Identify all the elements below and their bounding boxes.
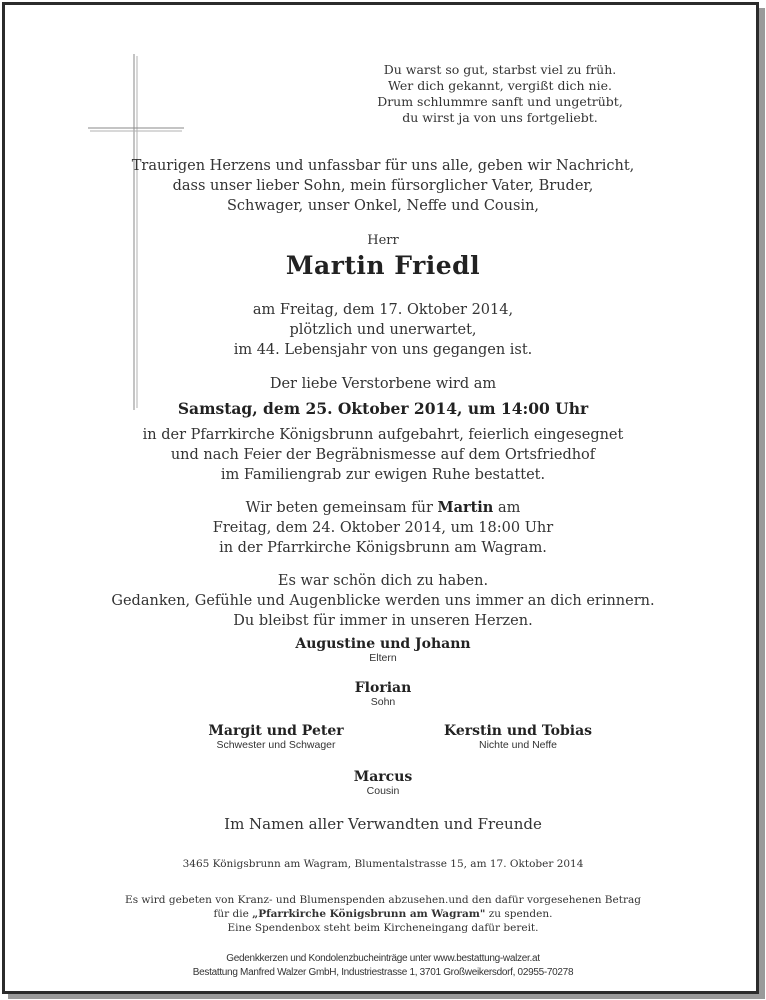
death-line: im 44. Lebensjahr von uns gegangen ist. [233, 342, 533, 358]
deceased-name: Martin Friedl [285, 251, 481, 280]
prayer-suffix: am [493, 500, 521, 516]
footer-line: Gedenkkerzen und Kondolenzbucheinträge unter www.bestattung-walzer.at [226, 953, 540, 964]
announcement-line: dass unser lieber Sohn, mein fürsorglicher Vater, Bruder, [172, 178, 594, 194]
mourner-role: Sohn [370, 696, 396, 708]
mourner-son [0, 680, 766, 708]
frame-shadow-bottom [8, 994, 765, 999]
funeral-intro: Der liebe Verstorbene wird am [269, 376, 497, 392]
death-details [0, 300, 766, 360]
donation-recipient: „Pfarrkirche Königsbrunn am Wagram" [252, 908, 486, 920]
announcement-line: Schwager, unser Onkel, Neffe und Cousin, [226, 198, 540, 214]
prayer-line: in der Pfarrkirche Königsbrunn am Wagram. [219, 540, 547, 556]
donation-prefix: für die [213, 908, 253, 920]
mourner-role: Nichte und Neffe [478, 739, 558, 751]
mourner-name: Kerstin und Tobias [443, 723, 593, 739]
announcement-line: Traurigen Herzens und unfassbar für uns alle, geben wir Nachricht, [131, 158, 635, 174]
mourner-sister [176, 723, 376, 751]
death-line: plötzlich und unerwartet, [289, 322, 477, 338]
poem-line: Drum schlummre sanft und ungetrübt, [377, 94, 623, 109]
poem-line: du wirst ja von uns fortgeliebt. [402, 110, 598, 125]
farewell [0, 571, 766, 631]
prayer [0, 498, 766, 558]
mourner-role: Eltern [369, 652, 397, 664]
poem-line: Du warst so gut, starbst viel zu früh. [383, 62, 617, 77]
death-line: am Freitag, dem 17. Oktober 2014, [252, 302, 514, 318]
poem-line: Wer dich gekannt, vergißt dich nie. [388, 78, 612, 93]
donation-notice [0, 893, 766, 935]
mourner-name: Marcus [353, 769, 413, 785]
mourner-role: Schwester und Schwager [216, 739, 336, 751]
title: Herr [367, 233, 399, 248]
funeral-line: in der Pfarrkirche Königsbrunn aufgebahrt, feierlich eingesegnet [142, 427, 624, 443]
address-line: 3465 Königsbrunn am Wagram, Blumentalstrasse 15, am 17. Oktober 2014 [182, 858, 584, 870]
donation-line: Es wird gebeten von Kranz- und Blumenspenden abzusehen.und den dafür vorgesehenen Betrag [125, 894, 641, 906]
funeral-details [0, 425, 766, 485]
mourner-parents [0, 636, 766, 664]
prayer-name: Martin [437, 499, 494, 516]
mourner-name: Augustine und Johann [295, 636, 471, 652]
mourner-role: Cousin [366, 785, 400, 797]
footer-line: Bestattung Manfred Walzer GmbH, Industriestrasse 1, 3701 Großweikersdorf, 02955-70278 [192, 967, 574, 978]
prayer-prefix: Wir beten gemeinsam für [245, 500, 438, 516]
donation-line: Eine Spendenbox steht beim Kircheneingang dafür bereit. [227, 922, 539, 934]
mourner-niece [418, 723, 618, 751]
funeral-date: Samstag, dem 25. Oktober 2014, um 14:00 Uhr [177, 399, 589, 418]
farewell-line: Du bleibst für immer in unseren Herzen. [233, 613, 533, 629]
footer [0, 952, 766, 980]
funeral-line: im Familiengrab zur ewigen Ruhe bestattet. [220, 467, 546, 483]
announcement [0, 156, 766, 216]
relatives-line: Im Namen aller Verwandten und Freunde [224, 815, 542, 833]
farewell-line: Gedanken, Gefühle und Augenblicke werden uns immer an dich erinnern. [111, 593, 655, 609]
mourner-name: Margit und Peter [208, 723, 344, 739]
donation-suffix: zu spenden. [485, 908, 553, 920]
prayer-line: Freitag, dem 24. Oktober 2014, um 18:00 Uhr [212, 520, 554, 536]
donation-line [0, 907, 766, 921]
funeral-line: und nach Feier der Begräbnismesse auf dem Ortsfriedhof [170, 447, 596, 463]
mourner-cousin [0, 769, 766, 797]
farewell-line: Es war schön dich zu haben. [277, 573, 489, 589]
prayer-line [0, 498, 766, 518]
poem [300, 62, 700, 126]
mourner-name: Florian [354, 680, 412, 696]
